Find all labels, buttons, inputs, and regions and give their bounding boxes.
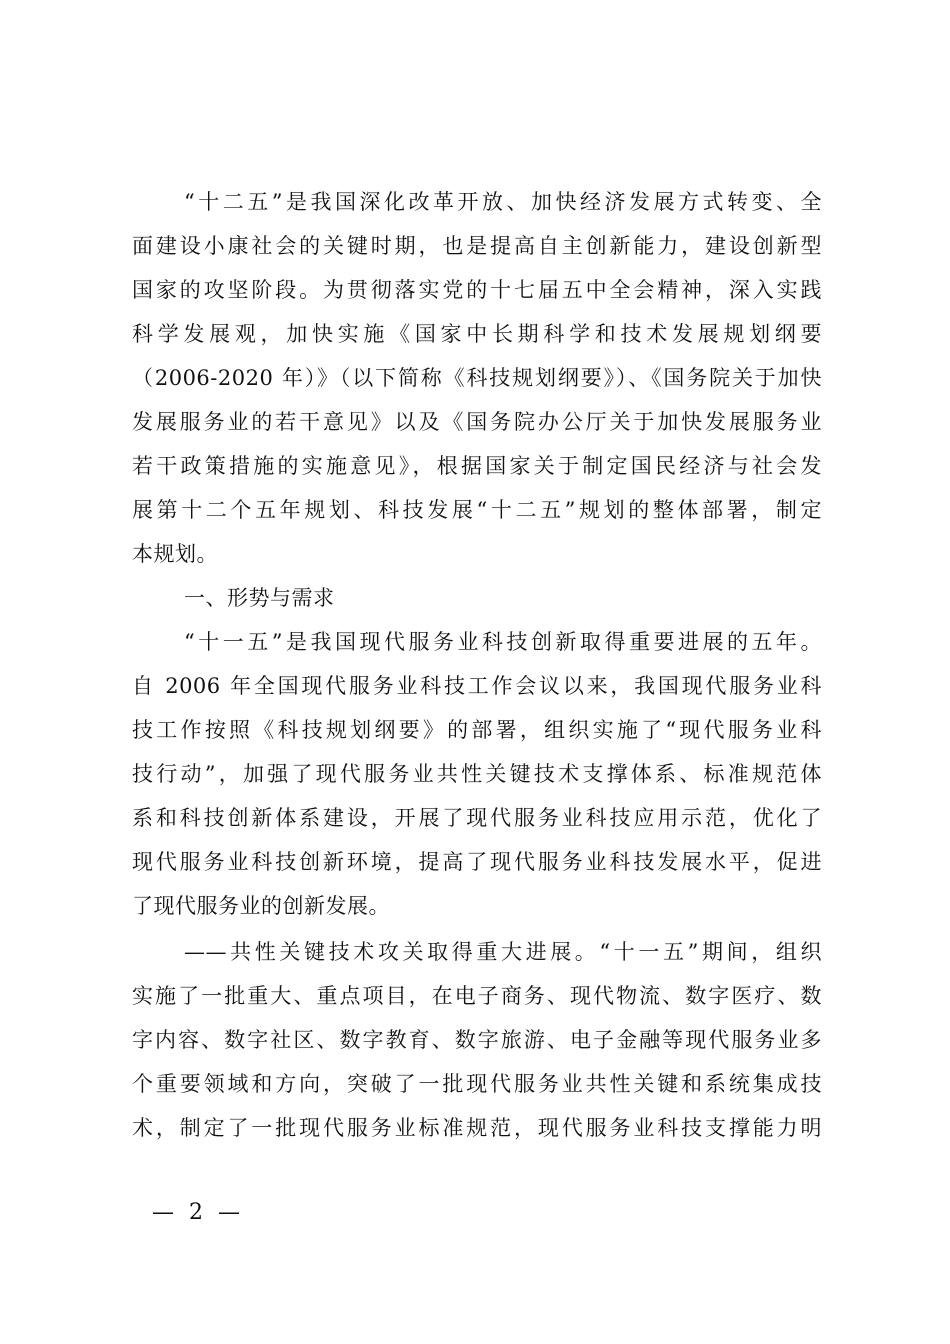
text-line: 展第十二个五年规划、科技发展“十二五”规划的整体部署，制定 (132, 498, 822, 522)
text-line: 了现代服务业的创新发展。 (132, 894, 390, 918)
text-line: 国家的攻坚阶段。为贯彻落实党的十七届五中全会精神，深入实践 (132, 278, 822, 302)
text-line: 科学发展观，加快实施《国家中长期科学和技术发展规划纲要 (132, 322, 822, 346)
text-line: 技工作按照《科技规划纲要》的部署，组织实施了“现代服务业科 (132, 718, 822, 742)
text-line: 技行动”，加强了现代服务业共性关键技术支撑体系、标准规范体 (132, 762, 822, 786)
text-line: “十一五”是我国现代服务业科技创新取得重要进展的五年。 (184, 630, 822, 654)
paragraph-intro (132, 180, 822, 576)
paragraph-key-tech (132, 930, 822, 1150)
text-line: 实施了一批重大、重点项目，在电子商务、现代物流、数字医疗、数 (132, 984, 822, 1008)
text-line: 若干政策措施的实施意见》，根据国家关于制定国民经济与社会发 (132, 454, 822, 478)
text-line: （2006-2020 年）》（以下简称《科技规划纲要》）、《国务院关于加快 (132, 366, 822, 390)
document-body (132, 180, 822, 1150)
text-line: 字内容、数字社区、数字教育、数字旅游、电子金融等现代服务业多 (132, 1028, 822, 1052)
page-number: — 2 — (152, 1200, 244, 1225)
text-line: 个重要领域和方向，突破了一批现代服务业共性关键和系统集成技 (132, 1072, 822, 1096)
text-line: 术，制定了一批现代服务业标准规范，现代服务业科技支撑能力明 (132, 1116, 822, 1140)
text-line: 发展服务业的若干意见》以及《国务院办公厅关于加快发展服务业 (132, 410, 822, 434)
text-line: “十二五”是我国深化改革开放、加快经济发展方式转变、全 (184, 190, 822, 214)
text-line: 本规划。 (132, 542, 218, 566)
text-line: ——共性关键技术攻关取得重大进展。“十一五”期间，组织 (184, 940, 822, 964)
text-line: 自 2006 年全国现代服务业科技工作会议以来，我国现代服务业科 (132, 674, 822, 698)
section-heading (132, 576, 822, 620)
paragraph-eleventh-plan (132, 620, 822, 928)
heading-text: 一、形势与需求 (184, 586, 335, 610)
text-line: 面建设小康社会的关键时期，也是提高自主创新能力，建设创新型 (132, 234, 822, 258)
text-line: 系和科技创新体系建设，开展了现代服务业科技应用示范，优化了 (132, 806, 822, 830)
text-line: 现代服务业科技创新环境，提高了现代服务业科技发展水平，促进 (132, 850, 822, 874)
